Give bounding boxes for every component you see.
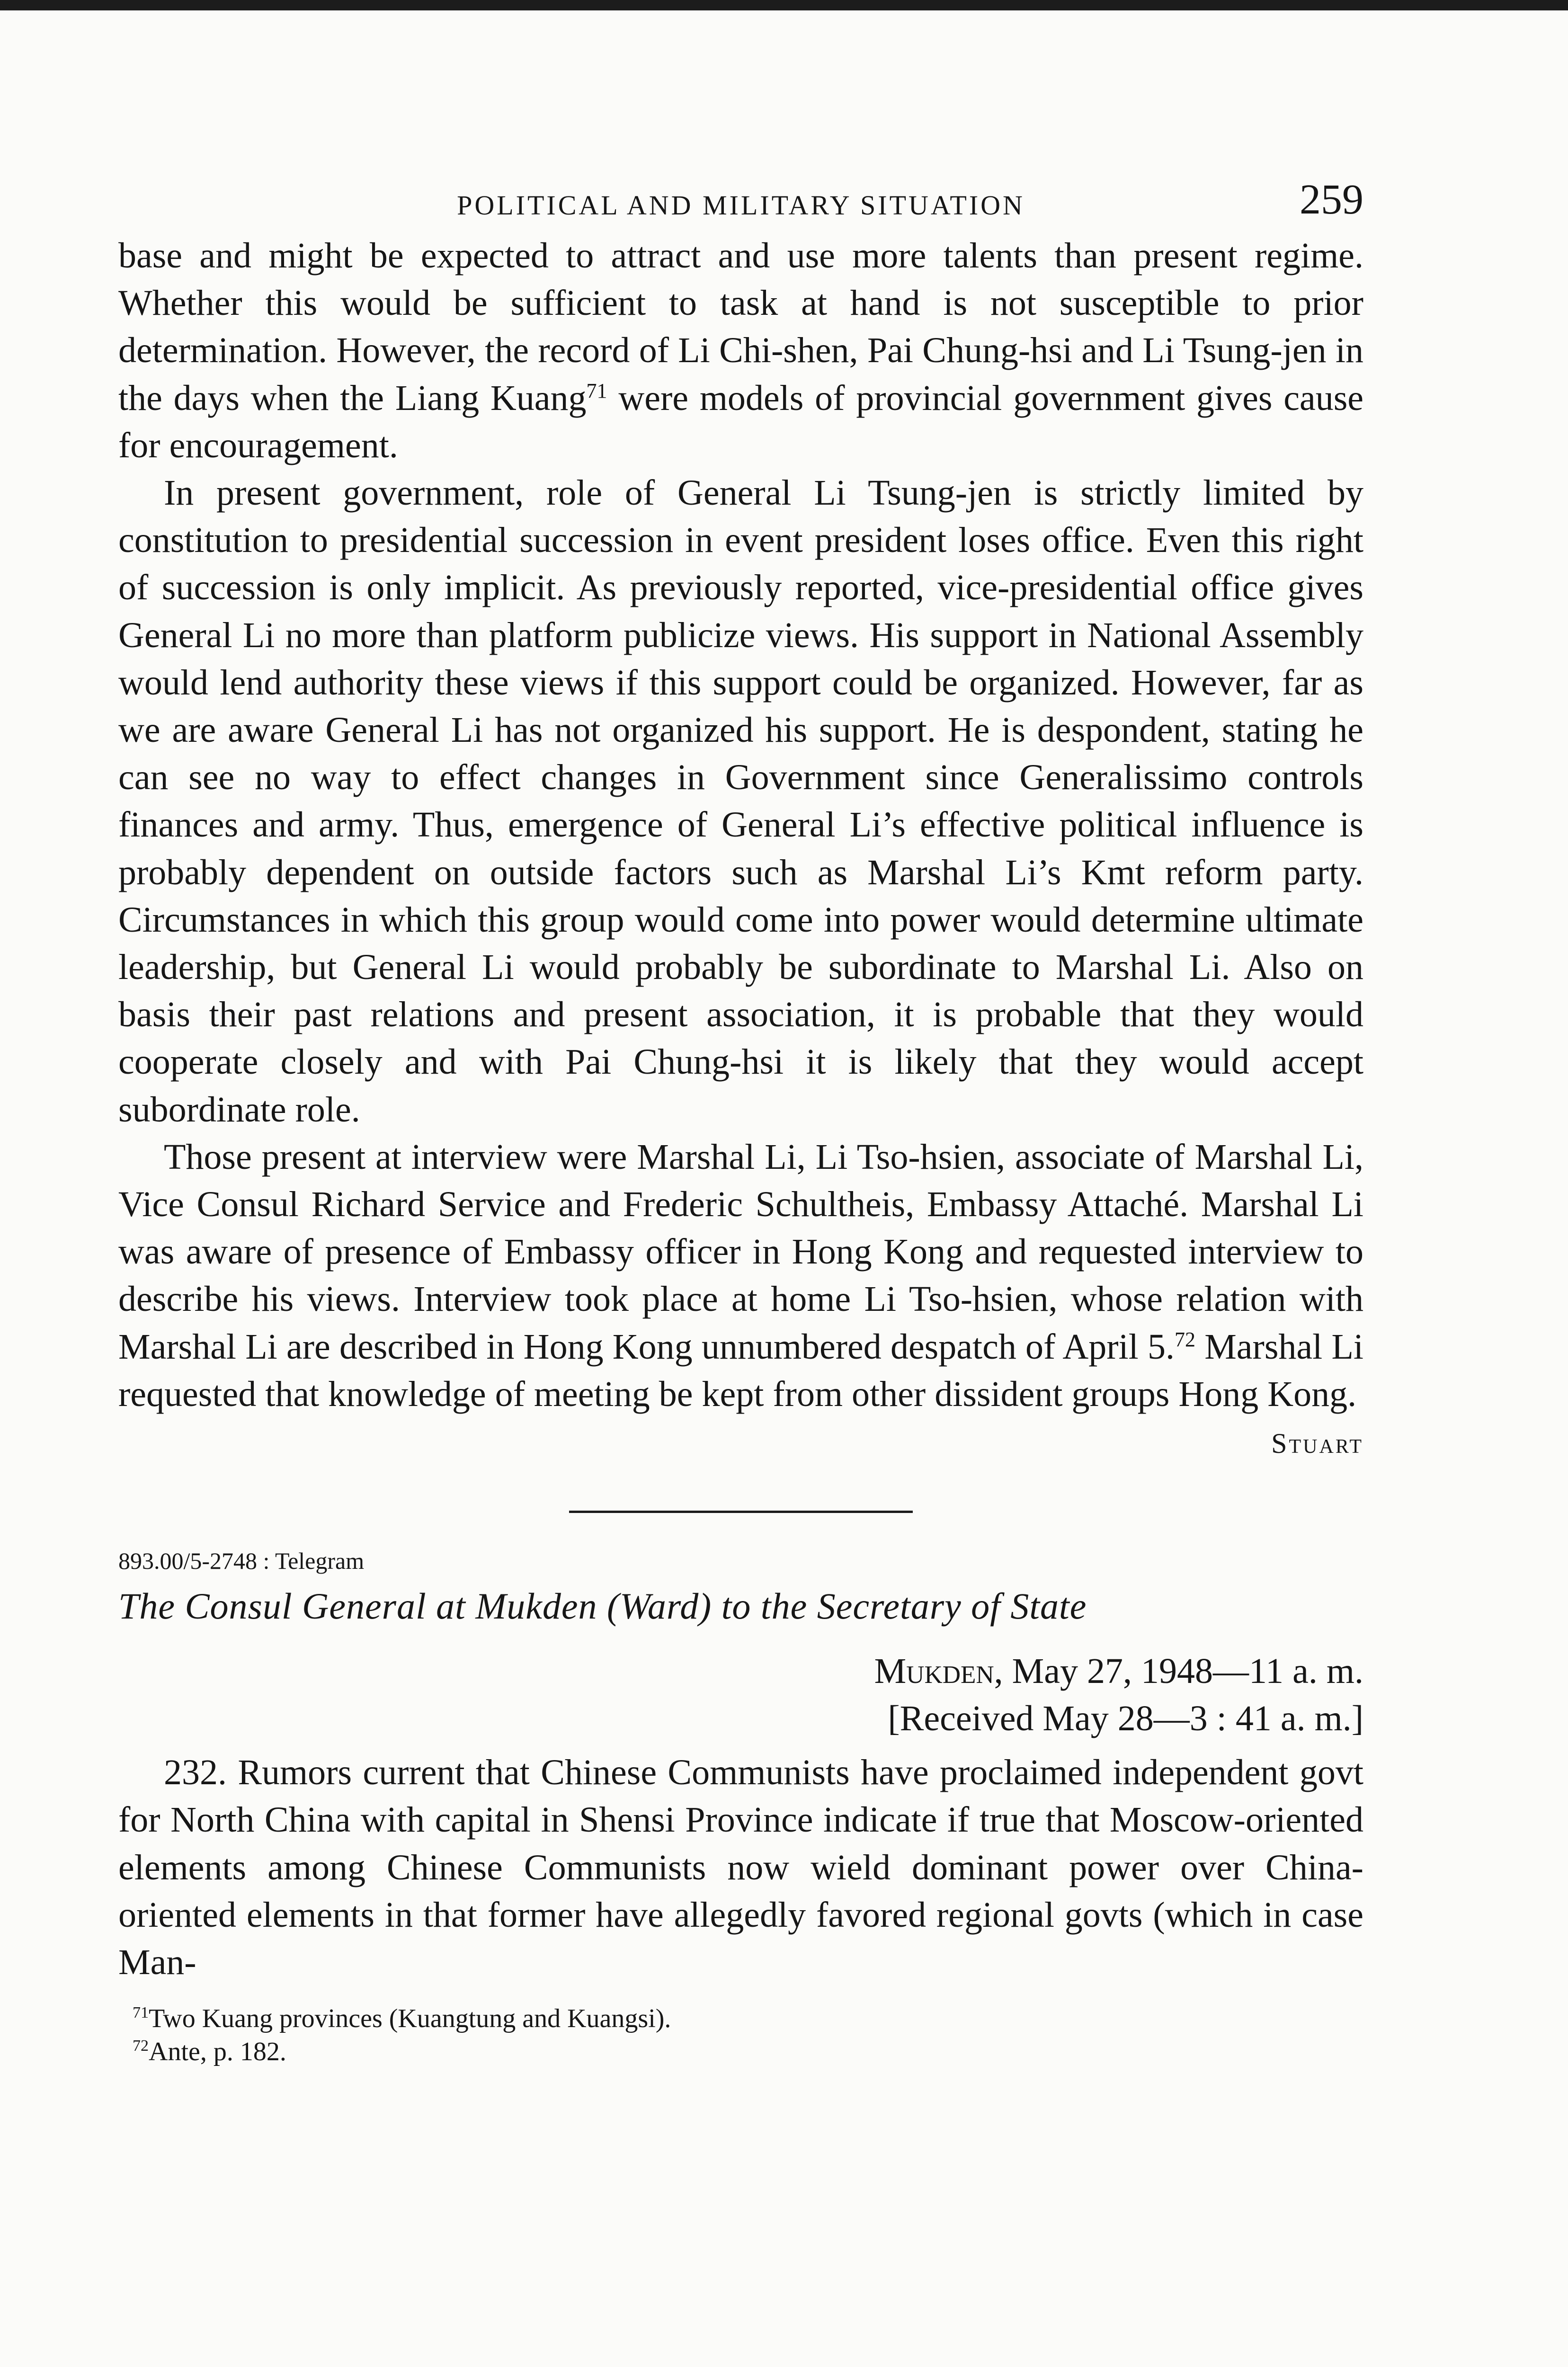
- telegram-body: [118, 1749, 1363, 1986]
- dateline-date: , May 27, 1948—11 a. m.: [994, 1651, 1363, 1691]
- dateline: [118, 1647, 1363, 1742]
- footnote-72: [118, 2035, 1363, 2068]
- paragraph-1-text-after: were models of provincial government gives cause for encouragement.: [118, 378, 1364, 465]
- footnote-ref-72: 72: [1175, 1327, 1195, 1351]
- running-head: [118, 176, 1363, 232]
- footnote-71: [118, 2002, 1363, 2035]
- paragraph-3-text: Those present at interview were Marshal Li, Li Tso-hsien, associate of Marshal Li, Vice Consul Richard Service and Frederic Schultheis, Embassy Attaché. Marshal Li was aware of presence of Embassy officer in Hong Kong and requested interview to describe his views. Interview took place at home Li Tso-hsien, whose relation with Marshal Li are described in Hong Kong unnumbered despatch of April 5.: [118, 1137, 1363, 1367]
- footnotes: [118, 2002, 1363, 2068]
- footnote-text: Ante, p. 182.: [149, 2037, 286, 2067]
- paragraph-232: 232. Rumors current that Chinese Communists have proclaimed independent govt for North China with capital in Shensi Province indicate if true that Moscow-oriented elements among Chinese Communists now wield dominant power over China-oriented elements in that former have allegedly favored regional govts (which in case Man-: [118, 1753, 1363, 1983]
- signature: Stuart: [1271, 1428, 1363, 1459]
- paragraph-1-text: base and might be expected to attract and use more talents than present regime. Whether this would be sufficient to task at hand is not susceptible to prior determination. However, the record of Li Chi-shen, Pai Chung-hsi and Li Tsung-jen in the days when the Liang Kuang: [118, 236, 1363, 418]
- footnote-ref-71: 71: [586, 379, 607, 402]
- section-separator: [569, 1511, 913, 1513]
- document-page: [118, 176, 1364, 2068]
- footnote-mark: 72: [133, 2037, 149, 2055]
- document-reference: 893.00/5-2748 : Telegram: [118, 1548, 365, 1575]
- dateline-received: [Received May 28—3 : 41 a. m.]: [888, 1699, 1363, 1739]
- footnote-mark: 71: [133, 2004, 149, 2022]
- paragraph-2: In present government, role of General Li Tsung-jen is strictly limited by constitution to presidential succession in event president loses office. Even this right of succession is only implicit. As previously reported, vice-presidential office gives General Li no more than platform publicize views. His support in National Assembly would lend authority these views if this support could be organized. However, far as we are aware General Li has not organized his support. He is despondent, stating he can see no way to effect changes in Government since Generalissimo controls finances and army. Thus, emergence of General Li’s effective political influence is probably dependent on outside factors such as Marshal Li’s Kmt reform party. Circumstances in which this group would come into power would determine ultimate leadership, but General Li would probably be subordinate to Marshal Li. Also on basis their past relations and present association, it is probable that they would cooperate closely and with Pai Chung-hsi it is likely that they would accept subordinate role.: [118, 473, 1363, 1130]
- document-heading: The Consul General at Mukden (Ward) to the Secretary of State: [118, 1585, 1087, 1627]
- body-text: [118, 232, 1363, 1467]
- page-number: 259: [1300, 176, 1363, 223]
- paragraph-continued: [118, 232, 1363, 469]
- paragraph-3-text-after: Marshal Li requested that knowledge of meeting be kept from other dissident groups Hong Kong.: [118, 1326, 1363, 1414]
- footnote-text: Two Kuang provinces (Kuangtung and Kuangsi).: [149, 2004, 671, 2034]
- dateline-place: Mukden: [874, 1651, 994, 1691]
- dateline-sent: [118, 1647, 1363, 1695]
- paragraph-3: [118, 1133, 1363, 1418]
- top-border-rule: [0, 0, 1568, 10]
- running-title-text: POLITICAL AND MILITARY SITUATION: [457, 190, 1025, 221]
- running-title: [118, 189, 1363, 221]
